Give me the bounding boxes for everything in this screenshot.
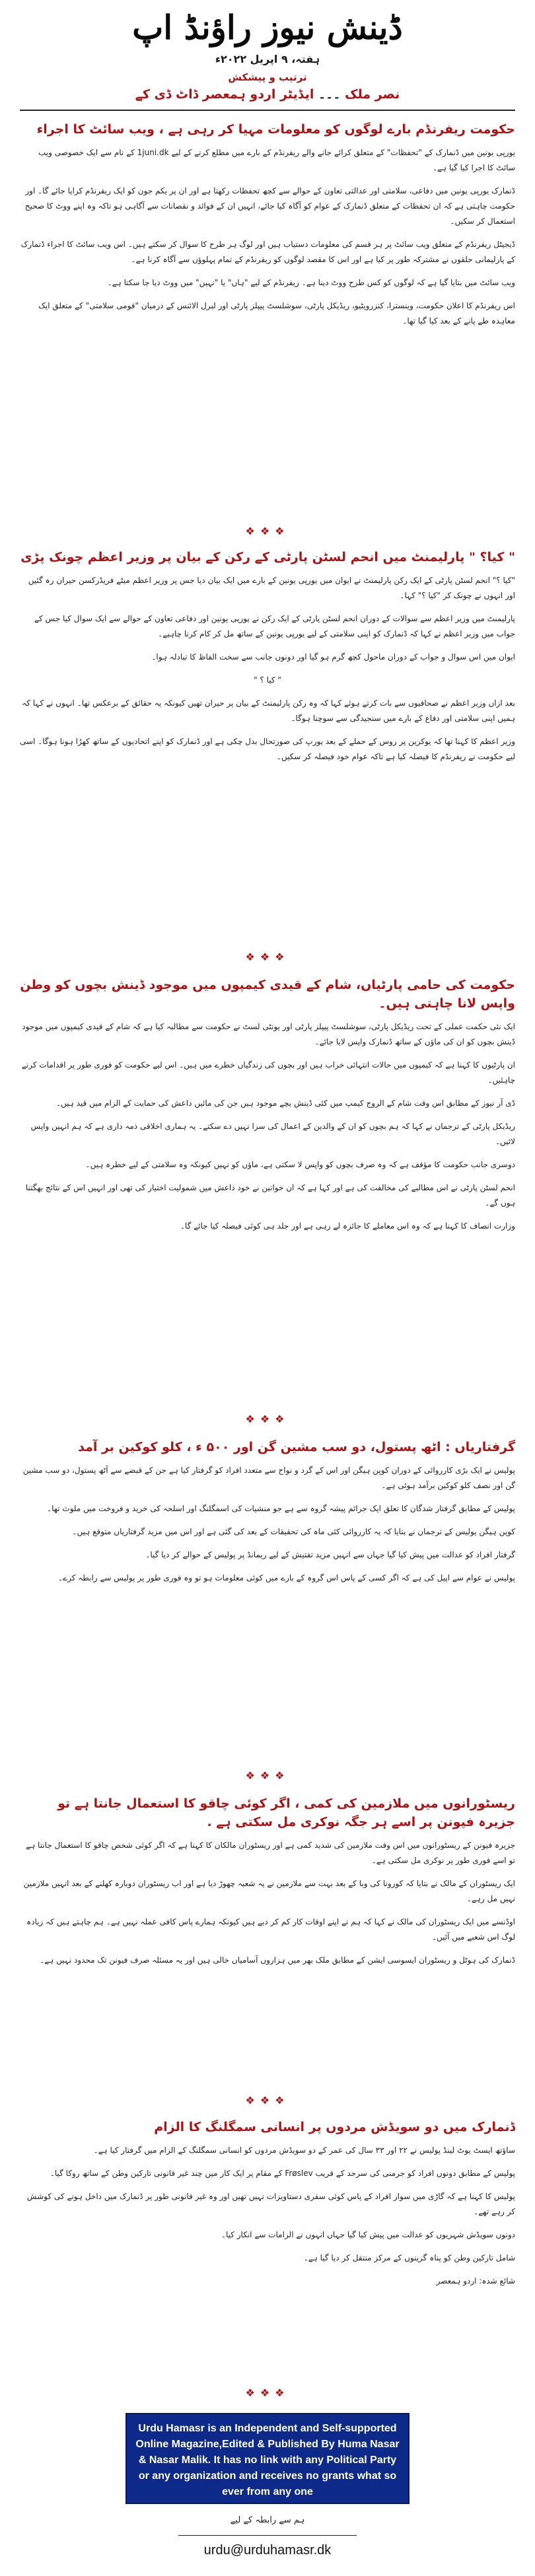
article-smuggling [20, 2118, 515, 2297]
article-paragraph: وزیر اعظم کا کہنا تھا کہ یوکرین پر روس کے حملے کے بعد یورپ کی صورتحال بدل چکی ہے اور ڈنمارک کو اپنے اتحادیوں کے ساتھ کھڑا ہونا ہوگا۔ اسی لیے حکومت نے ریفرنڈم کا فیصلہ کیا ہے تاکہ عوام خود فیصلہ کر سکیں۔ [19, 737, 515, 761]
article-paragraph: پارلیمنٹ میں وزیر اعظم سے سوالات کے دوران انحم لسٹن پارٹی کے ایک رکن نے یورپی یونین اور دفاعی تعاون کے حوالے سے ایک سوال کیا جس کے جواب میں وزیر اعظم نے کہا کہ ڈنمارک کو اپنی سلامتی کے لیے یورپی یونین کے ساتھ مل کر کام کرنا چاہیے۔ [34, 614, 515, 638]
article-headline: ریسٹورانوں میں ملازمین کی کمی ، اگر کوئی چاقو کا استعمال جانتا ہے تو جزیرہ فیونن پر اسے ہر جگہ نوکری مل سکتی ہے . [57, 1796, 515, 1829]
article-paragraph: ڈنمارک کی ہوٹل و ریسٹوران ایسوسی ایشن کے مطابق ملک بھر میں ہزاروں آسامیاں خالی ہیں اور یہ مسئلہ صرف فیونن تک محدود نہیں ہے۔ [40, 1955, 515, 1965]
article-paragraph: ایک ریسٹوران کے مالک نے بتایا کہ کورونا کی وبا کے بعد بہت سے ملازمین نے یہ شعبہ چھوڑ دیا ہے اور اب ریسٹوران دوبارہ کھلنے کے بعد انہیں ملازمین نہیں مل رہے۔ [23, 1879, 515, 1903]
editor-name: نصر ملک [345, 87, 400, 102]
article-paragraph: یورپی یونین میں ڈنمارک کے "تحفظات" کے متعلق کرائے جانے والے ریفرنڈم کے بارے میں مطلع کرنے کے لیے 1juni.dk کے نام سے ایک خصوصی ویب سائٹ کا اجرا کیا گیا ہے۔ [38, 148, 515, 172]
article-quote: " کیا ؟ " [254, 675, 281, 685]
article-paragraph: ڈیجیٹل ریفرنڈم کے متعلق ویب سائٹ پر ہر قسم کی معلومات دستیاب ہیں اور لوگ ہر طرح کا سوال کر سکتے ہیں۔ اس ویب سائٹ کا اجراء ڈنمارک کے پارلیمانی حلقوں نے مشترکہ طور پر کیا ہے اور اس کا مقصد لوگوں کو ریفرنڈم کے تمام پہلوؤں سے آگاہ کرنا ہے۔ [20, 240, 515, 264]
header-rule [20, 110, 515, 111]
article-paragraph: بعد ازاں وزیر اعظم نے صحافیوں سے بات کرتے ہوئے کہا کہ وہ رکن پارلیمنٹ کے بیان پر حیران تھیں کیونکہ یہ حقائق کے برعکس تھا۔ انہوں نے کہا کہ ہمیں اپنی سلامتی اور دفاع کے بارے میں سنجیدگی سے سوچنا ہوگا۔ [22, 698, 515, 723]
contact-email-link[interactable]: urdu@urduhamasr.dk [203, 2543, 332, 2558]
issue-date: ہفتہ، ۹ اپریل ۲۰۲۲ء [215, 53, 320, 65]
article-paragraph: پولیس نے عوام سے اپیل کی ہے کہ اگر کسی کے پاس اس گروہ کے بارے میں کوئی معلومات ہو تو وہ فوری طور پر پولیس سے رابطہ کرے۔ [58, 1573, 515, 1582]
article-headline: حکومت کی حامی پارٹیاں، شام کے قیدی کیمپوں میں موجود ڈینش بچوں کو وطن واپس لانا چاہتی ہیں۔ [20, 978, 515, 1011]
article-paragraph: ایوان میں اس سوال و جواب کے دوران ماحول کچھ گرم ہو گیا اور دونوں جانب سے سخت الفاظ کا تبادلہ ہوا۔ [151, 652, 515, 661]
article-parliament [20, 548, 515, 772]
editors-line [0, 87, 535, 102]
article-paragraph: اس ریفرنڈم کا اعلان حکومت، وینسترا، کنزرویٹیو، ریڈیکل پارٹی، سوشلسٹ پیپلز پارٹی اور لبرل الائنس کے درمیان "قومی سلامتی" کے متعلق ایک معاہدہ طے پانے کے بعد کیا گیا تھا۔ [38, 301, 515, 325]
article-paragraph: گرفتار افراد کو عدالت میں پیش کیا گیا جہاں سے انہیں مزید تفتیش کے لیے ریمانڈ پر پولیس کے حوالے کر دیا گیا۔ [145, 1550, 515, 1559]
article-paragraph: کوپن ہیگن پولیس کے ترجمان نے بتایا کہ یہ کارروائی کئی ماہ کی تحقیقات کے بعد کی گئی ہے اور اس میں مزید گرفتاریاں متوقع ہیں۔ [72, 1527, 515, 1536]
article-paragraph: "کیا ؟" انحم لسٹن پارٹی کے ایک رکن پارلیمنٹ نے ایوان میں یورپی یونین کے بارے میں ایک بیان دیا جس پر وزیر اعظم میٹے فریڈرکسن حیران رہ گئیں اور انہوں نے چونک کر "کیا ؟" کہا۔ [28, 576, 515, 600]
article-headline: ڈنمارک میں دو سویڈش مردوں پر انسانی سمگلنگ کا الزام [154, 2120, 515, 2134]
editor-title: ایڈیٹر اردو ہمعصر ڈاٹ ڈی کے [135, 87, 314, 102]
article-paragraph: ساؤتھ ایسٹ یوٹ لینڈ پولیس نے ۲۲ اور ۳۳ سال کی عمر کے دو سویڈش مردوں کو انسانی سمگلنگ کے الزام میں گرفتار کیا ہے۔ [93, 2146, 515, 2155]
article-paragraph: پولیس کے مطابق گرفتار شدگان کا تعلق ایک جرائم پیشہ گروہ سے ہے جو منشیات کی اسمگلنگ اور اسلحہ کی خرید و فروخت میں ملوث تھا۔ [47, 1504, 515, 1513]
section-divider: ❖❖❖ [245, 951, 290, 963]
contact-rule [178, 2535, 357, 2536]
section-divider: ❖❖❖ [245, 525, 290, 537]
article-syria-camps [20, 976, 515, 1242]
article-paragraph: ڈنمارک یورپی یونین میں دفاعی، سلامتی اور عدالتی تعاون کے حوالے سے کچھ تحفظات رکھتا ہے اور ان پر یکم جون کو ایک ریفرنڈم کرایا جائے گا۔ اور حکومت چاہتی ہے کہ ان تحفظات کے متعلق ڈنمارک کے عوام کو آگاہ کیا جائے، انہیں ان کے فوائد و نقصانات سے آگاہی ہو تاکہ وہ اپنے ووٹ کا صحیح استعمال کر سکیں۔ [24, 186, 515, 226]
article-paragraph: ریڈیکل پارٹی کے ترجمان نے کہا کہ ہم بچوں کو ان کے والدین کے اعمال کی سزا نہیں دے سکتے۔ یہ ہماری اخلاقی ذمہ داری ہے کہ ہم انہیں واپس لائیں۔ [30, 1122, 515, 1146]
article-paragraph: ان پارٹیوں کا کہنا ہے کہ کیمپوں میں حالات انتہائی خراب ہیں اور بچوں کی زندگیاں خطرے میں ہیں۔ اس لیے حکومت کو فوری طور پر اقدامات کرنے چاہئیں۔ [21, 1060, 515, 1085]
article-paragraph: شامل تارکین وطن کو پناہ گزینوں کے مرکز منتقل کر دیا گیا ہے۔ [303, 2253, 515, 2262]
article-paragraph: پولیس کا کہنا ہے کہ گاڑی میں سوار افراد کے پاس کوئی سفری دستاویزات نہیں تھیں اور وہ غیر قانونی طور پر ڈنمارک میں داخل ہونے کی کوشش کر رہے تھے۔ [26, 2192, 515, 2216]
article-paragraph: ویب سائٹ میں بتایا گیا ہے کہ لوگوں کو کس طرح ووٹ دینا ہے۔ ریفرنڈم کے لیے "ہاں" یا "نہیں" میں ووٹ دیا جا سکتا ہے۔ [107, 278, 515, 287]
article-arrests [20, 1438, 515, 1594]
article-headline: " کیا؟ " پارلیمنٹ میں انحم لسٹن پارٹی کے رکن کے بیان پر وزیر اعظم چونک پڑی [20, 550, 515, 564]
article-paragraph: اوڈنسے میں ایک ریسٹوران کی مالک نے کہا کہ ہم نے اپنے اوقات کار کم کر دیے ہیں کیونکہ ہمارے پاس کافی عملہ نہیں ہے۔ ہم چاہتے ہیں کہ زیادہ لوگ اس شعبے میں آئیں۔ [26, 1917, 515, 1942]
article-restaurants [20, 1794, 515, 1976]
article-paragraph: انحم لسٹن پارٹی نے اس مطالبے کی مخالفت کی ہے اور کہا ہے کہ ان خواتین نے خود داعش میں شمولیت اختیار کی تھی اور انہیں اس کے نتائج بھگتنا ہوں گے۔ [25, 1183, 515, 1207]
section-divider: ❖❖❖ [245, 2387, 290, 2399]
article-paragraph: ایک نئی حکمت عملی کے تحت ریڈیکل پارٹی، سوشلسٹ پیپلز پارٹی اور یونٹی لسٹ نے حکومت سے مطالبہ کیا ہے کہ شام کے قیدی کیمپوں میں موجود ڈینش بچوں کو ان کی ماؤں کے ساتھ ڈنمارک واپس لایا جائے۔ [22, 1022, 515, 1046]
section-divider: ❖❖❖ [245, 2094, 290, 2107]
article-paragraph: دوسری جانب حکومت کا مؤقف ہے کہ وہ صرف بچوں کو واپس لا سکتی ہے، ماؤں کو نہیں کیونکہ وہ سلامتی کے لیے خطرہ ہیں۔ [85, 1160, 515, 1169]
page-title: ڈینش نیوز راؤنڈ اپ [132, 8, 403, 47]
article-referendum [20, 120, 515, 337]
section-divider: ❖❖❖ [245, 1769, 290, 1782]
article-paragraph: پولیس نے ایک بڑی کارروائی کے دوران کوپن ہیگن اور اس کے گرد و نواح سے متعدد افراد کو گرفتار کیا ہے جن کے قبضے سے آٹھ پستول، دو سب مشین گن اور نصف کلو کوکین برآمد ہوئی ہے۔ [22, 1466, 515, 1490]
compiled-label: ترتیب و پیشکش [228, 71, 307, 83]
section-divider: ❖❖❖ [245, 1413, 290, 1425]
article-paragraph: دونوں سویڈش شہریوں کو عدالت میں پیش کیا گیا جہاں انہوں نے الزامات سے انکار کیا۔ [221, 2230, 515, 2239]
article-paragraph: شائع شدہ: اردو ہمعصر [436, 2276, 515, 2286]
editor-separator: ۔۔۔ [318, 87, 341, 102]
article-paragraph: وزارت انصاف کا کہنا ہے کہ وہ اس معاملے کا جائزہ لے رہی ہے اور جلد ہی کوئی فیصلہ کیا جائے گا۔ [180, 1221, 515, 1231]
article-headline: گرفتاریاں : اٹھ پستول، دو سب مشین گن اور ۵۰۰ ء ، کلو کوکین بر آمد [78, 1440, 515, 1454]
publisher-notice: Urdu Hamasr is an Independent and Self-supported Online Magazine,Edited & Published By Huma Nasar & Nasar Malik. It has no link with any Political Party or any organization and receives no grants what so ever from any one [125, 2413, 410, 2504]
article-paragraph: جزیرہ فیونن کے ریسٹورانوں میں اس وقت ملازمین کی شدید کمی ہے اور ریسٹوران مالکان کا کہنا ہے کہ اگر کوئی شخص چاقو کا استعمال جانتا ہے تو اسے فوری طور پر نوکری مل سکتی ہے۔ [26, 1841, 515, 1865]
article-paragraph: ڈی آر نیوز کے مطابق اس وقت شام کے الروج کیمپ میں کئی ڈینش بچے موجود ہیں جن کی مائیں داعش کی حمایت کے الزام میں قید ہیں۔ [55, 1099, 515, 1108]
contact-label: ہم سے رابطہ کے لیے [230, 2515, 305, 2525]
article-headline: حکومت ریفرنڈم بارے لوگوں کو معلومات مہیا کر رہی ہے ، ویب سائٹ کا اجراء [36, 122, 515, 137]
masthead [0, 0, 535, 132]
article-paragraph: پولیس کے مطابق دونوں افراد کو جرمنی کی سرحد کے قریب Frøslev کے مقام پر ایک کار میں چند غیر قانونی تارکین وطن کے ساتھ روکا گیا۔ [50, 2169, 515, 2178]
